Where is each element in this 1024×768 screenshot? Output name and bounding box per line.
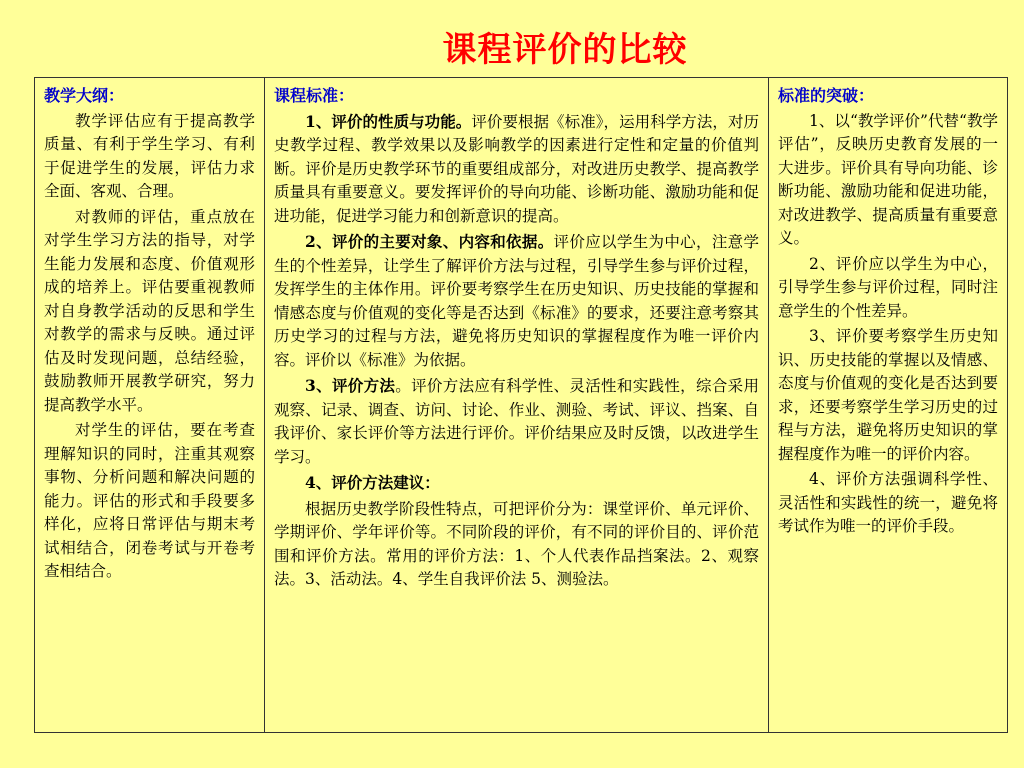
paragraph: 对教师的评估，重点放在对学生学习方法的指导，对学生能力发展和态度、价值观形成的培养上。评估要重视教师对自身教学活动的反思和学生对教学的需求与反映。通过评估及时发现问题，总结经验，鼓励教师开展教学研究，努力提高教学水平。 (44, 207, 255, 414)
paragraph: 3、评价方法。评价方法应有科学性、灵活性和实践性，综合采用观察、记录、调查、访问、讨论、作业、测验、考试、评议、挡案、自我评价、家长评价等方法进行评价。评价结果应及时反馈，以改进学生学习。 (274, 376, 759, 466)
paragraph: 2、评价的主要对象、内容和依据。评价应以学生为中心，注意学生的个性差异，让学生了解评价方法与过程，引导学生参与评价过程，发挥学生的主体作用。评价要考察学生在历史知识、历史技能的掌握和情感态度与价值观的变化等是否达到《标准》的要求，还要注意考察其历史学习的过程与方法，避免将历史知识的掌握程度作为唯一评价内容。评价以《标准》为依据。 (274, 232, 759, 369)
page-title: 课程评价的比较 (442, 30, 688, 70)
paragraph: 教学评估应有于提高教学质量、有利于学生学习、有利于促进学生的发展，评估力求全面、客观、合理。 (44, 111, 255, 200)
paragraph: 根据历史教学阶段性特点，可把评价分为：课堂评价、单元评价、学期评价、学年评价等。不同阶段的评价，有不同的评价目的、评价范围和评价方法。常用的评价方法：1、个人代表作品挡案法。2、观察法。3、活动法。4、学生自我评价法 5、测验法。 (274, 499, 759, 588)
paragraph: 1、评价的性质与功能。评价要根据《标准》，运用科学方法，对历史教学过程、教学效果以及影响教学的因素进行定性和定量的价值判断。评价是历史教学环节的重要组成部分，对改进历史教学、提高教学质量具有重要意义。要发挥评价的导向功能、诊断功能、激励功能和促进功能，促进学习能力和创新意识的提高。 (274, 111, 759, 225)
table-row (35, 78, 1008, 733)
comparison-table (34, 77, 1008, 733)
paragraph: 2、评价应以学生为中心，引导学生参与评价过程，同时注意学生的个性差异。 (778, 254, 998, 320)
column-heading: 标准的突破： (778, 86, 875, 105)
column-heading: 课程标准： (274, 86, 355, 105)
paragraph: 4、评价方法强调科学性、灵活性和实践性的统一，避免将考试作为唯一的评价手段。 (778, 470, 998, 535)
paragraph: 3、评价要考察学生历史知识、历史技能的掌握以及情感、态度与价值观的变化是否达到要求，还要考察学生学习历史的过程与方法，避免将历史知识的掌握程度作为唯一的评价内容。 (778, 327, 998, 463)
column-heading: 教学大纲： (44, 86, 125, 105)
column-syllabus (35, 78, 265, 733)
paragraph: 4、评价方法建议： (305, 473, 440, 492)
paragraph: 对学生的评估，要在考查理解知识的同时，注重其观察事物、分析问题和解决问题的能力。评估的形式和手段要多样化，应将日常评估与期末考试相结合，闭卷考试与开卷考查相结合。 (44, 421, 255, 580)
column-standard-breakthrough (769, 78, 1008, 733)
paragraph: 1、以“教学评价”代替“教学评估”，反映历史教育发展的一大进步。评价具有导向功能、诊断功能、激励功能和促进功能，对改进教学、提高质量有重要意义。 (778, 111, 998, 247)
column-curriculum-standard (265, 78, 769, 733)
